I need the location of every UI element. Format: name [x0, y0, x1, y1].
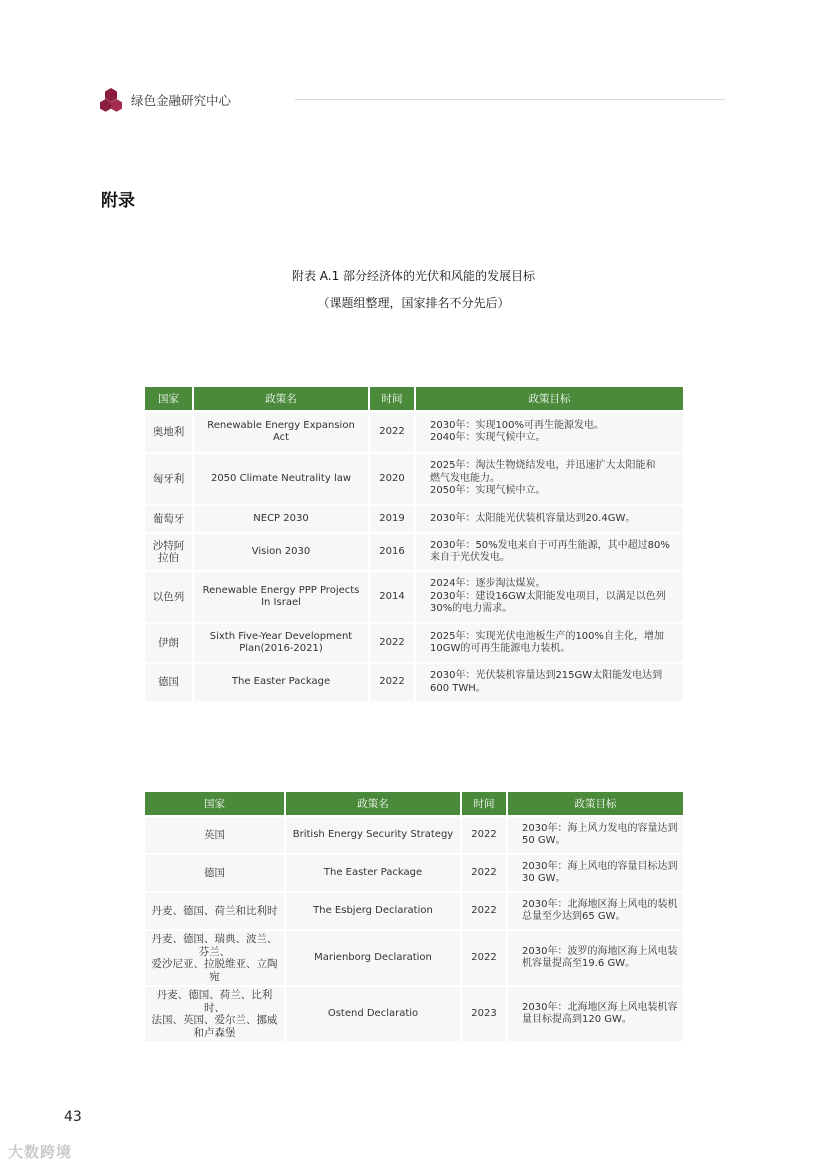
- target-cell: 2030年：实现100%可再生能源发电。 2040年：实现气候中立。: [415, 411, 683, 453]
- table-row: [145, 930, 683, 986]
- year-cell: 2022: [461, 892, 507, 930]
- target-cell: 2030年：光伏装机容量达到215GW太阳能发电达到 600 TWH。: [415, 663, 683, 701]
- table-row: [145, 663, 683, 701]
- table-row: [145, 533, 683, 571]
- table-caption-note: （课题组整理，国家排名不分先后）: [317, 296, 510, 310]
- solar-targets-table: [145, 387, 683, 701]
- policy-cell: The Easter Package: [285, 854, 461, 892]
- policy-cell: NECP 2030: [193, 505, 369, 533]
- policy-cell: British Energy Security Strategy: [285, 816, 461, 854]
- hexagon-logo-icon: [100, 88, 122, 112]
- policy-cell: Marienborg Declaration: [285, 930, 461, 986]
- policy-cell: 2050 Climate Neutrality law: [193, 453, 369, 505]
- table-row: [145, 623, 683, 663]
- wind-targets-table: [145, 792, 683, 1041]
- target-cell: 2030年：太阳能光伏装机容量达到20.4GW。: [415, 505, 683, 533]
- target-cell: 2030年：北海地区海上风电装机容 量目标提高到120 GW。: [507, 986, 683, 1041]
- country-cell: 德国: [145, 854, 285, 892]
- table-row: [145, 854, 683, 892]
- table-row: [145, 505, 683, 533]
- column-header: 政策目标: [415, 387, 683, 411]
- section-title: 附录: [101, 191, 135, 211]
- page-number: 43: [64, 1109, 82, 1125]
- country-cell: 英国: [145, 816, 285, 854]
- country-cell: 奥地利: [145, 411, 193, 453]
- year-cell: 2022: [369, 663, 415, 701]
- policy-cell: Renewable Energy PPP Projects In Israel: [193, 571, 369, 623]
- watermark: 大数跨境: [8, 1143, 73, 1161]
- header-divider: [295, 99, 725, 100]
- year-cell: 2022: [461, 854, 507, 892]
- policy-cell: Ostend Declaratio: [285, 986, 461, 1041]
- table-row: [145, 816, 683, 854]
- table-caption: 附表 A.1 部分经济体的光伏和风能的发展目标: [291, 269, 536, 283]
- year-cell: 2014: [369, 571, 415, 623]
- table-row: [145, 986, 683, 1041]
- table-row: [145, 453, 683, 505]
- year-cell: 2022: [461, 816, 507, 854]
- year-cell: 2022: [461, 930, 507, 986]
- target-cell: 2030年：北海地区海上风电的装机 总量至少达到65 GW。: [507, 892, 683, 930]
- table-row: [145, 411, 683, 453]
- country-cell: 丹麦、德国、荷兰、比利时、 法国、英国、爱尔兰、挪威 和卢森堡: [145, 986, 285, 1041]
- country-cell: 葡萄牙: [145, 505, 193, 533]
- target-cell: 2030年：海上风电的容量目标达到 30 GW。: [507, 854, 683, 892]
- table-row: [145, 892, 683, 930]
- country-cell: 伊朗: [145, 623, 193, 663]
- year-cell: 2023: [461, 986, 507, 1041]
- year-cell: 2019: [369, 505, 415, 533]
- target-cell: 2030年：海上风力发电的容量达到 50 GW。: [507, 816, 683, 854]
- policy-cell: Sixth Five-Year Development Plan(2016-2021): [193, 623, 369, 663]
- target-cell: 2030年：50%发电来自于可再生能源，其中超过80% 来自于光伏发电。: [415, 533, 683, 571]
- column-header: 政策名: [285, 792, 461, 816]
- column-header: 时间: [369, 387, 415, 411]
- column-header: 政策名: [193, 387, 369, 411]
- country-cell: 沙特阿 拉伯: [145, 533, 193, 571]
- page-header: [100, 88, 740, 112]
- column-header: 政策目标: [507, 792, 683, 816]
- target-cell: 2025年：实现光伏电池板生产的100%自主化，增加 10GW的可再生能源电力装机。: [415, 623, 683, 663]
- country-cell: 丹麦、德国、瑞典、波兰、芬兰、 爱沙尼亚、拉脱维亚、立陶宛: [145, 930, 285, 986]
- policy-cell: Vision 2030: [193, 533, 369, 571]
- column-header: 国家: [145, 792, 285, 816]
- column-header: 国家: [145, 387, 193, 411]
- year-cell: 2016: [369, 533, 415, 571]
- year-cell: 2022: [369, 411, 415, 453]
- year-cell: 2022: [369, 623, 415, 663]
- policy-cell: Renewable Energy Expansion Act: [193, 411, 369, 453]
- table-row: [145, 571, 683, 623]
- policy-cell: The Esbjerg Declaration: [285, 892, 461, 930]
- org-name: 绿色金融研究中心: [131, 93, 232, 108]
- year-cell: 2020: [369, 453, 415, 505]
- country-cell: 德国: [145, 663, 193, 701]
- column-header: 时间: [461, 792, 507, 816]
- country-cell: 以色列: [145, 571, 193, 623]
- target-cell: 2024年：逐步淘汰煤炭。 2030年：建设16GW太阳能发电项目，以满足以色列 30%的电力需求。: [415, 571, 683, 623]
- policy-cell: The Easter Package: [193, 663, 369, 701]
- target-cell: 2025年：淘汰生物烧结发电，并迅速扩大太阳能和 燃气发电能力。 2050年：实现气候中立。: [415, 453, 683, 505]
- country-cell: 丹麦、德国、荷兰和比利时: [145, 892, 285, 930]
- target-cell: 2030年：波罗的海地区海上风电装 机容量提高至19.6 GW。: [507, 930, 683, 986]
- country-cell: 匈牙利: [145, 453, 193, 505]
